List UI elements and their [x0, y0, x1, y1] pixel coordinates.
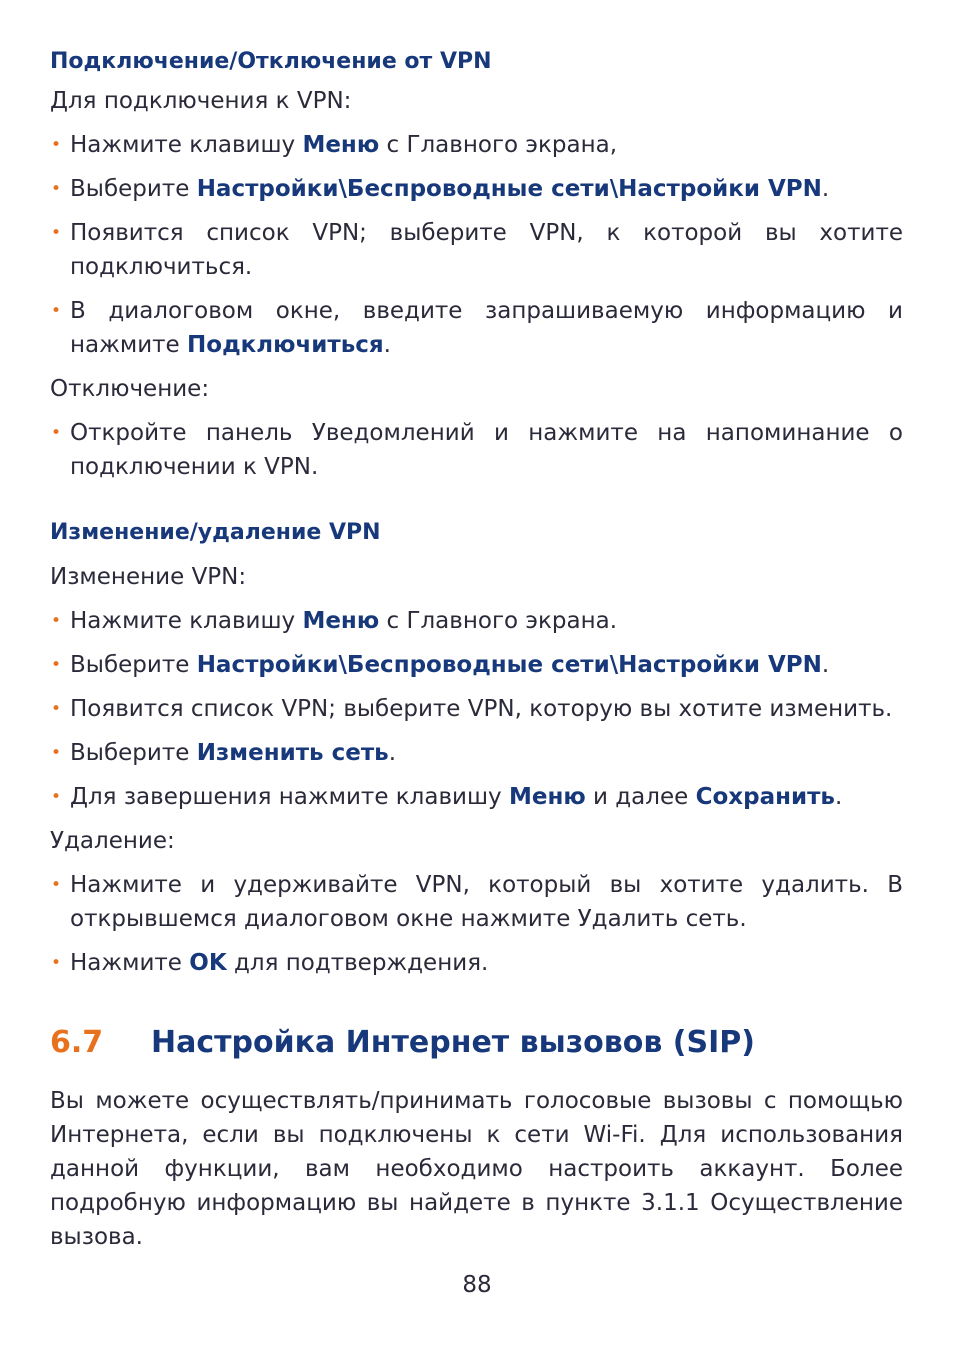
vpn-connect-intro: Для подключения к VPN: — [50, 88, 352, 114]
vpn-edit-heading: Изменение/удаление VPN — [50, 520, 381, 545]
disconnect-label: Отключение: — [50, 376, 210, 402]
list-item: • Нажмите клавишу Меню с Главного экрана, — [51, 132, 618, 158]
section-title: Настройка Интернет вызовов (SIP) — [151, 1025, 755, 1060]
list-item: • Нажмите клавишу Меню с Главного экрана. — [51, 608, 618, 634]
list-item: • Нажмите OK для подтверждения. — [51, 950, 489, 976]
list-item: • Выберите Настройки\Беспроводные сети\Настройки VPN. — [51, 652, 830, 678]
list-item: • Выберите Настройки\Беспроводные сети\Настройки VPN. — [51, 176, 830, 202]
list-item: • В диалоговом окне, введите запрашиваемую информацию и нажмите Подключиться. — [51, 298, 903, 358]
section-number: 6.7 — [50, 1025, 104, 1060]
list-item: • Откройте панель Уведомлений и нажмите на напоминание о подключении к VPN. — [51, 420, 903, 480]
list-item: • Для завершения нажмите клавишу Меню и далее Сохранить. — [51, 784, 843, 810]
list-item: • Нажмите и удерживайте VPN, который вы хотите удалить. В открывшемся диалоговом окне нажмите Удалить сеть. — [51, 872, 903, 932]
vpn-connect-heading: Подключение/Отключение от VPN — [50, 49, 492, 74]
list-item: • Появится список VPN; выберите VPN, которую вы хотите изменить. — [51, 696, 893, 722]
delete-label: Удаление: — [50, 828, 175, 854]
section-body: Вы можете осуществлять/принимать голосовые вызовы с помощью Интернета, если вы подключены к сети Wi-Fi. Для использования данной функции, вам необходимо настроить аккаунт. Более подробную информацию вы найдете в пункте 3.1.1 Осуществление вызова. — [50, 1088, 903, 1250]
page-number: 88 — [462, 1272, 492, 1298]
section-heading — [50, 1023, 755, 1063]
list-item: • Появится список VPN; выберите VPN, к которой вы хотите подключиться. — [51, 220, 903, 280]
list-item: • Выберите Изменить сеть. — [51, 740, 397, 766]
edit-label: Изменение VPN: — [50, 564, 247, 590]
